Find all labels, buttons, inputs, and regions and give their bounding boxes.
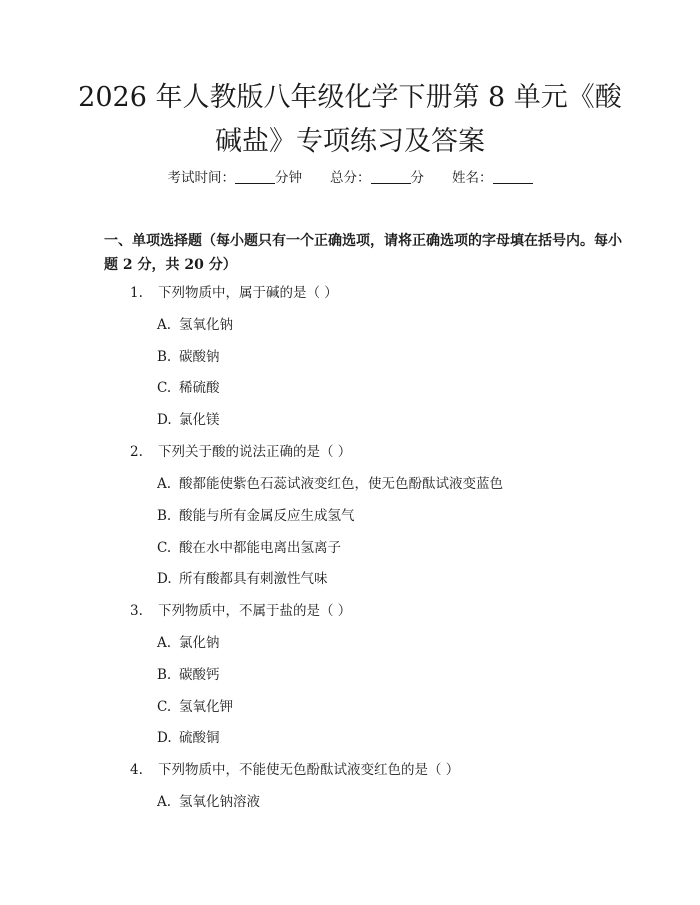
option-text: 氯化镁 (179, 412, 220, 428)
option-3a (157, 633, 220, 653)
option-3b (157, 665, 220, 685)
option-letter: A. (157, 794, 172, 810)
option-letter: B. (157, 667, 172, 683)
document-title (60, 76, 640, 164)
option-letter: B. (157, 508, 172, 524)
option-text: 氯化钠 (179, 635, 220, 651)
question-2 (130, 442, 351, 462)
option-4a (157, 792, 260, 812)
option-text: 碳酸钠 (179, 349, 220, 365)
score-label: 总分： (330, 170, 371, 186)
option-2d (157, 569, 328, 589)
option-1d (157, 410, 220, 430)
question-text: 下列关于酸的说法正确的是（ ） (158, 444, 352, 460)
option-text: 硫酸铜 (179, 730, 220, 746)
question-number: 3. (130, 603, 143, 619)
option-2c (157, 538, 341, 558)
time-blank (235, 169, 275, 184)
option-3d (157, 728, 220, 748)
score-unit: 分 (410, 170, 424, 186)
option-letter: D. (157, 730, 172, 746)
option-1c (157, 378, 220, 398)
option-letter: C. (157, 540, 172, 556)
score-blank (371, 169, 411, 184)
option-text: 酸在水中都能电离出氢离子 (179, 540, 341, 556)
option-letter: A. (157, 317, 172, 333)
question-4 (130, 760, 459, 780)
question-number: 4. (130, 762, 143, 778)
question-number: 2. (130, 444, 143, 460)
option-letter: A. (157, 476, 172, 492)
title-line-2: 碱盐》专项练习及答案 (215, 126, 485, 157)
option-3c (157, 697, 233, 717)
question-number: 1. (130, 285, 143, 301)
option-text: 稀硫酸 (179, 380, 220, 396)
option-1b (157, 347, 220, 367)
option-2a (157, 474, 503, 494)
option-letter: C. (157, 380, 172, 396)
option-text: 酸能与所有金属反应生成氢气 (179, 508, 355, 524)
exam-info-line (0, 168, 700, 188)
question-text: 下列物质中，不属于盐的是（ ） (158, 603, 352, 619)
option-letter: B. (157, 349, 172, 365)
title-line-1: 2026 年人教版八年级化学下册第 8 单元《酸 (78, 82, 622, 113)
name-label: 姓名： (452, 170, 493, 186)
option-letter: D. (157, 571, 172, 587)
question-1 (130, 283, 338, 303)
option-text: 氢氧化钾 (179, 699, 233, 715)
time-label: 考试时间： (167, 170, 235, 186)
section-heading: 一、单项选择题（每小题只有一个正确选项，请将正确选项的字母填在括号内。每小题 2 分，共 20 分） (104, 233, 622, 273)
option-letter: C. (157, 699, 172, 715)
question-3 (130, 601, 351, 621)
option-letter: D. (157, 412, 172, 428)
option-text: 氢氧化钠溶液 (179, 794, 260, 810)
time-unit: 分钟 (275, 170, 302, 186)
option-text: 氢氧化钠 (179, 317, 233, 333)
option-1a (157, 315, 233, 335)
name-blank (493, 169, 533, 184)
question-text: 下列物质中，不能使无色酚酞试液变红色的是（ ） (158, 762, 460, 778)
option-text: 所有酸都具有刺激性气味 (179, 571, 328, 587)
option-2b (157, 506, 355, 526)
question-text: 下列物质中，属于碱的是（ ） (158, 285, 338, 301)
option-text: 酸都能使紫色石蕊试液变红色，使无色酚酞试液变蓝色 (179, 476, 503, 492)
option-text: 碳酸钙 (179, 667, 220, 683)
option-letter: A. (157, 635, 172, 651)
